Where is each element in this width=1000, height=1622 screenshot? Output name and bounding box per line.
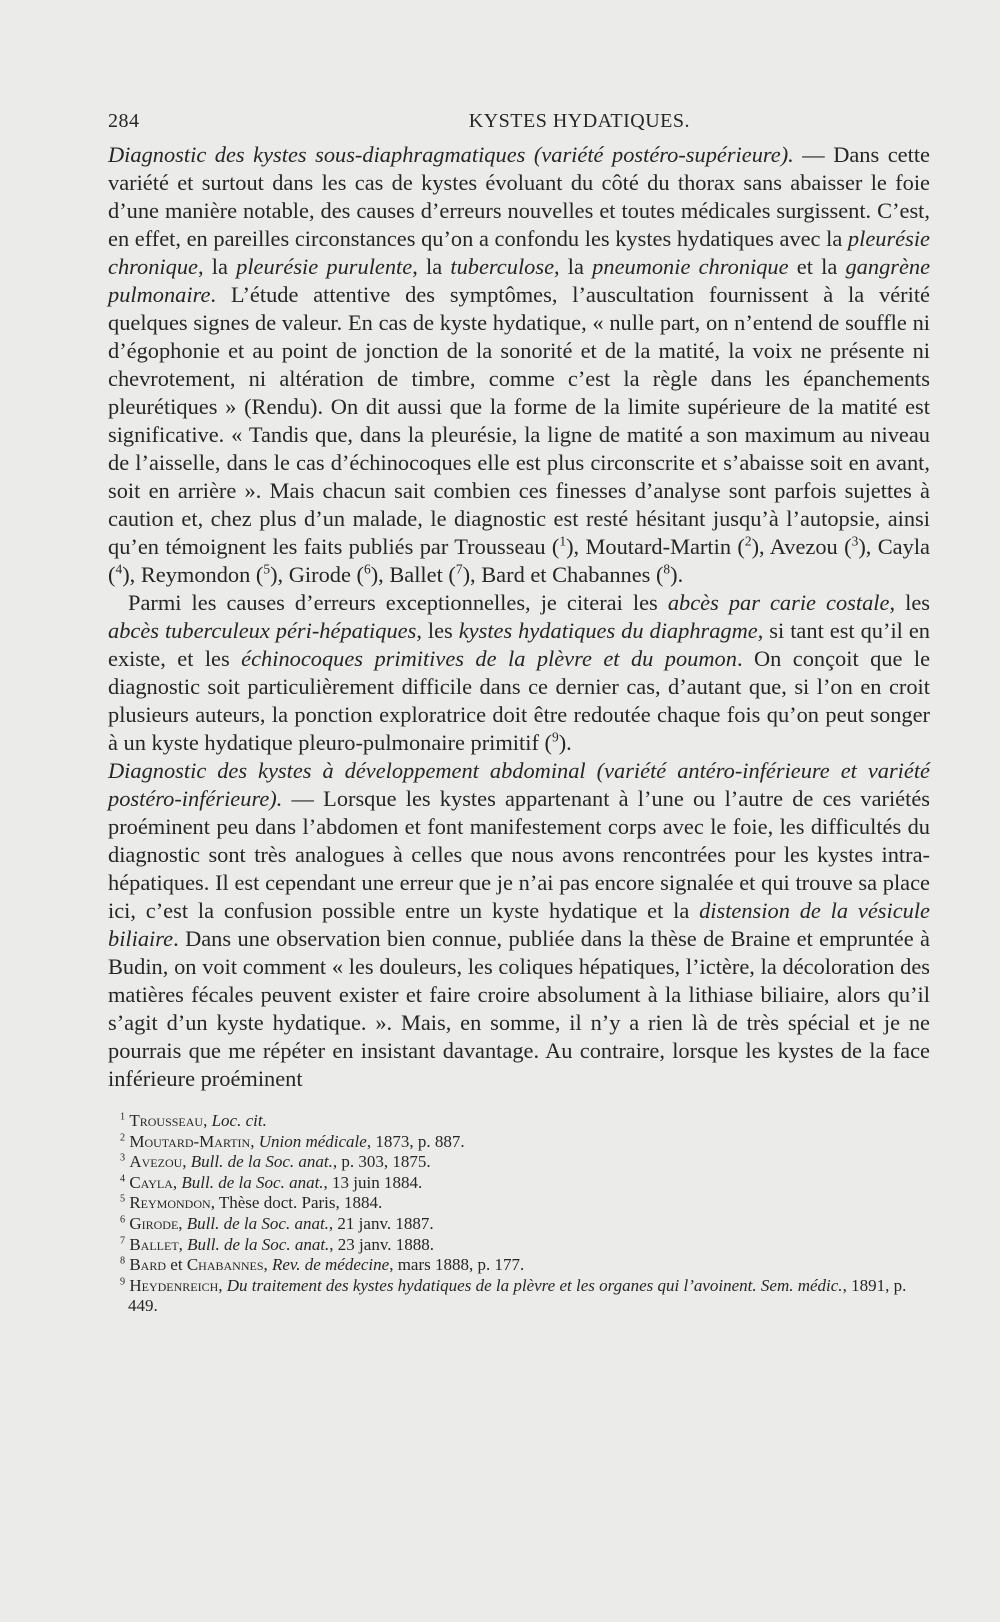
note-ref: 3 — [851, 533, 859, 549]
note-ref: 4 — [115, 561, 123, 577]
text-run: , Thèse doct. Paris, 1884. — [210, 1193, 383, 1213]
text-run: , — [182, 1152, 191, 1172]
text-run: . L’étude attentive des symptômes, l’auscultation fournissent à la vérité quelques signes de valeur. En cas de kyste hydatique, « nulle part, on n’entend de souffle ni d’égophonie et au point de jonction de la sonorité et de la matité, la voix ne présente ni chevrotement, ni altération de timbre, comme c’est la règle dans les épanchements pleurétiques » (Rendu). On dit aussi que la forme de la limite supérieure de la matité est significative. « Tandis que, dans la pleurésie, la ligne de matité a son maximum au niveau de l’aisselle, dans le cas d’échinocoques elle est plus circonscrite et s’abaisse soit en avant, soit en arrière ». Mais chacun sait combien ces finesses d’analyse sont parfois sujettes à caution et, chez plus d’un malade, le diagnostic est resté hésitant jusqu’à l’autopsie, ainsi qu’en témoignent les faits publiés par Trousseau ( — [108, 282, 930, 559]
italic-run: abcès par carie costale — [667, 590, 890, 615]
text-run: , — [178, 1213, 187, 1233]
text-run: , — [172, 1172, 182, 1192]
footnote — [108, 1132, 930, 1153]
text-run: , 1873, p. 887. — [366, 1131, 465, 1151]
text-run: . Dans une observation bien connue, publiée dans la thèse de Braine et empruntée à Budin, on voit comment « les douleurs, les coliques hépatiques, l’ictère, la décoloration des matières fécales peuvent exister et faire croire absolument à la lithiase biliaire, alors qu’il s’agit d’un kyste hydatique. ». Mais, en somme, il n’y a rien là de très spécial et je ne pourrais que me répéter en insistant davantage. Au contraire, lorsque les kystes de la face inférieure proéminent — [108, 926, 930, 1091]
text-run: ), Cayla ( — [108, 534, 930, 587]
text-run: , — [178, 1234, 188, 1254]
paragraph — [108, 589, 930, 757]
footnote — [108, 1235, 930, 1256]
text-run: Girode — [129, 1213, 179, 1233]
text-run: , les — [416, 618, 459, 643]
footnotes — [108, 1111, 930, 1317]
text-run: , mars 1888, p. 177. — [389, 1255, 525, 1275]
footnote — [108, 1193, 930, 1214]
note-ref: 6 — [363, 561, 371, 577]
text-run: , si tant est qu’il en existe, et les — [108, 618, 930, 671]
footnote — [108, 1255, 930, 1276]
italic-run: Loc. cit. — [211, 1111, 267, 1130]
text-run: et — [166, 1255, 187, 1275]
italic-run: Bull. de la Soc. anat. — [190, 1152, 333, 1172]
text-run: ), Ballet ( — [370, 562, 456, 587]
page-number: 284 — [108, 110, 140, 132]
note-ref: 2 — [120, 1131, 126, 1143]
text-run: ), Reymondon ( — [122, 562, 264, 587]
footnote — [108, 1173, 930, 1194]
text-run: , 23 janv. 1888. — [329, 1234, 434, 1254]
italic-run: Bull. de la Soc. anat. — [186, 1213, 329, 1233]
text-run: , 21 janv. 1887. — [328, 1213, 434, 1233]
note-ref: 7 — [455, 561, 463, 577]
text-run: ). — [558, 730, 572, 755]
text-run: Trousseau — [129, 1111, 204, 1130]
text-run: ). — [670, 562, 684, 587]
note-ref: 3 — [120, 1152, 126, 1164]
text-run: Bard — [129, 1255, 167, 1275]
running-title: KYSTES HYDATIQUES. — [468, 110, 690, 132]
text-run: Ballet — [129, 1234, 179, 1254]
note-ref: 8 — [663, 561, 671, 577]
paragraph — [108, 757, 930, 1093]
italic-run: kystes hydatiques du diaphragme — [458, 618, 758, 643]
text-run: ), Avezou ( — [751, 534, 852, 559]
italic-run: Du traitement des kystes hydatiques de la plèvre et les organes qui l’avoinent. Sem. médic. — [226, 1275, 843, 1295]
note-ref: 5 — [120, 1193, 126, 1205]
italic-run: Diagnostic des kystes sous-diaphragmatiques (variété postéro-supérieure). — [108, 142, 794, 167]
text-run: Avezou — [129, 1152, 183, 1172]
note-ref: 6 — [120, 1214, 126, 1226]
text-run: ), Moutard-Martin ( — [566, 534, 745, 559]
footnote — [108, 1276, 930, 1317]
text-run: Parmi les causes d’erreurs exceptionnelles, je citerai les — [128, 590, 668, 615]
italic-run: abcès tuberculeux péri-hépatiques — [108, 618, 417, 643]
note-ref: 9 — [120, 1276, 126, 1288]
note-ref: 4 — [120, 1173, 126, 1185]
italic-run: pneumonie chronique — [592, 254, 789, 279]
text-run: ), Girode ( — [270, 562, 364, 587]
italic-run: tuberculose — [450, 254, 555, 279]
note-ref: 5 — [263, 561, 271, 577]
text-run: , — [203, 1111, 212, 1130]
text-run: et la — [788, 254, 846, 279]
text-run: Cayla — [129, 1172, 173, 1192]
note-ref: 8 — [120, 1255, 126, 1267]
text-run: — Dans cette variété et surtout dans les cas de kystes évoluant du côté du thorax sans abaisser le foie d’une manière notable, des causes d’erreurs nouvelles et toutes médicales surgissent. C’est, en effet, en pareilles circonstances qu’on a confondu les kystes hydatiques avec la — [108, 142, 930, 251]
text-run: , la — [197, 254, 237, 279]
running-head — [108, 110, 930, 133]
text-run: Heydenreich — [129, 1275, 219, 1295]
italic-run: Rev. de médecine — [272, 1255, 390, 1275]
footnote — [108, 1152, 930, 1173]
text-run: , la — [412, 254, 451, 279]
footnote — [108, 1111, 930, 1132]
text-run: , 13 juin 1884. — [323, 1172, 423, 1192]
body-text — [108, 141, 930, 1093]
text-run: , — [250, 1131, 259, 1151]
note-ref: 1 — [559, 533, 567, 549]
text-run: , les — [889, 590, 930, 615]
text-run: , — [263, 1255, 272, 1275]
text-run: , 1891, p. 449. — [128, 1275, 907, 1316]
text-run: . On conçoit que le diagnostic soit particulièrement difficile dans ce dernier cas, d’autant que, si l’on en croit plusieurs auteurs, la ponction exploratrice doit être redoutée chaque fois qu’on peut songer à un kyste hydatique pleuro-pulmonaire primitif ( — [108, 646, 931, 755]
text-run: Chabannes — [186, 1255, 264, 1275]
italic-run: Diagnostic des kystes à développement abdominal (variété antéro-inférieure et variété postéro-inférieure). — [108, 758, 930, 811]
text-run: , — [218, 1275, 227, 1295]
italic-run: Bull. de la Soc. anat. — [187, 1234, 330, 1254]
text-run: , la — [554, 254, 593, 279]
text-run: ), Bard et Chabannes ( — [462, 562, 664, 587]
text-run: Reymondon — [129, 1193, 211, 1213]
note-ref: 7 — [120, 1234, 126, 1246]
italic-run: pleurésie purulente — [236, 254, 413, 279]
italic-run: gangrène pulmonaire — [108, 254, 931, 307]
footnote — [108, 1214, 930, 1235]
italic-run: Union médicale — [258, 1131, 367, 1151]
italic-run: échinocoques primitives de la plèvre et du poumon — [241, 646, 737, 671]
text-run: — Lorsque les kystes appartenant à l’une ou l’autre de ces variétés proéminent peu dans l’abdomen et font manifestement corps avec le foie, les difficultés du diagnostic sont très analogues à celles que nous avons rencontrées pour les kystes intra-hépatiques. Il est cependant une erreur que je n’ai pas encore signalée et qui trouve sa place ici, c’est la confusion possible entre un kyste hydatique et la — [108, 786, 930, 923]
text-run: Moutard-Martin — [129, 1131, 251, 1151]
note-ref: 9 — [551, 729, 559, 745]
paragraph — [108, 141, 930, 589]
italic-run: Bull. de la Soc. anat. — [181, 1172, 324, 1192]
text-run: , p. 303, 1875. — [332, 1152, 431, 1172]
italic-run: distension de la vésicule biliaire — [108, 898, 930, 951]
italic-run: pleurésie chronique — [108, 226, 930, 279]
note-ref: 2 — [744, 533, 752, 549]
note-ref: 1 — [120, 1111, 126, 1123]
